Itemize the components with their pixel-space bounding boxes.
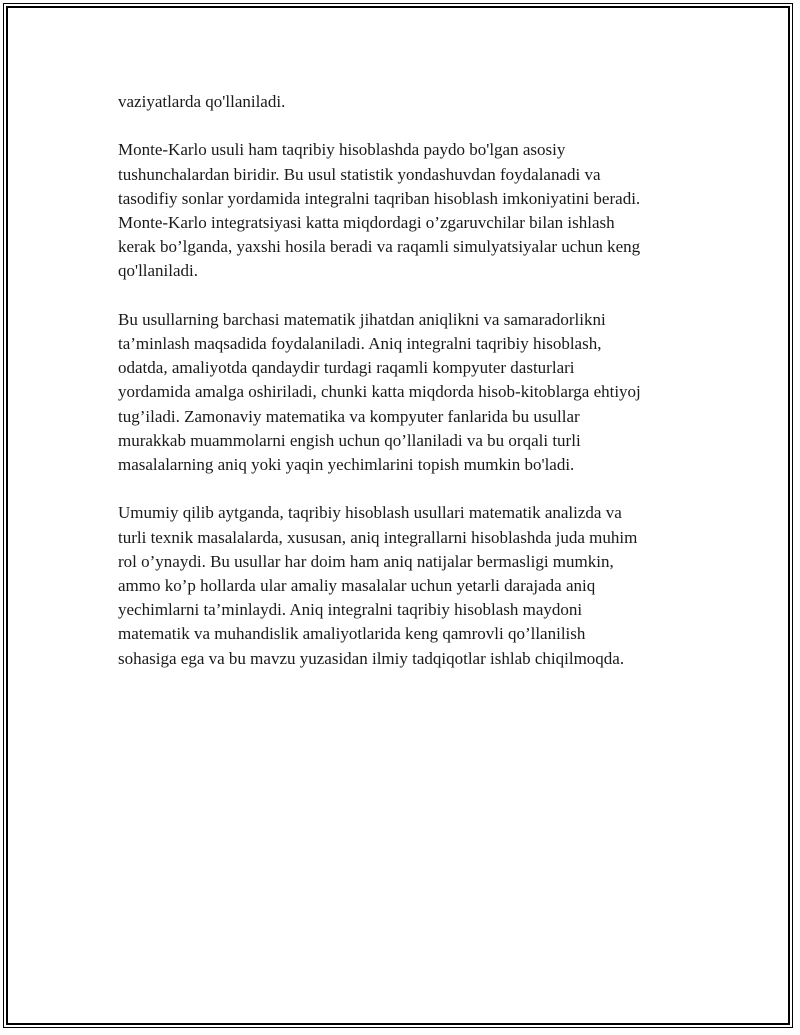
paragraph — [118, 308, 698, 477]
text-line: rol o’ynaydi. Bu usullar har doim ham aniq natijalar bermasligi mumkin, — [118, 551, 614, 571]
text-line: turli texnik masalalarda, xususan, aniq integrallarni hisoblashda juda muhim — [118, 527, 638, 547]
text-line: sohasiga ega va bu mavzu yuzasidan ilmiy tadqiqotlar ishlab chiqilmoqda. — [118, 648, 625, 668]
text-line: Monte-Karlo integratsiyasi katta miqdordagi o’zgaruvchilar bilan ishlash — [118, 213, 615, 232]
paragraph — [118, 138, 698, 283]
text-line: Monte-Karlo usuli ham taqribiy hisoblashda paydo bo'lgan asosiy — [118, 140, 566, 160]
text-line: qo'llaniladi. — [118, 261, 199, 281]
text-line: masalalarning aniq yoki yaqin yechimlarini topish mumkin bo'ladi. — [118, 455, 575, 475]
text-line: ta’minlash maqsadida foydalaniladi. Aniq integralni taqribiy hisoblash, — [118, 334, 602, 353]
text-line: odatda, amaliyotda qandaydir turdagi raqamli kompyuter dasturlari — [118, 358, 575, 378]
text-line: vaziyatlarda qo'llaniladi. — [118, 92, 286, 111]
paragraph — [118, 90, 698, 114]
text-line: tushunchalardan biridir. Bu usul statistik yondashuvdan foydalanadi va — [118, 164, 601, 184]
text-line: kerak bo’lganda, yaxshi hosila beradi va raqamli simulyatsiyalar uchun keng — [118, 237, 641, 257]
text-line: ammo ko’p hollarda ular amaliy masalalar uchun yetarli darajada aniq — [118, 576, 596, 596]
text-line: matematik va muhandislik amaliyotlarida keng qamrovli qo’llanilish — [118, 624, 586, 644]
text-line: Umumiy qilib aytganda, taqribiy hisoblash usullari matematik analizda va — [118, 503, 622, 523]
text-line: Bu usullarning barchasi matematik jihatdan aniqlikni va samaradorlikni — [118, 309, 606, 329]
text-line: yechimlarni ta’minlaydi. Aniq integralni taqribiy hisoblash maydoni — [118, 600, 583, 620]
text-line: murakkab muammolarni engish uchun qo’llaniladi va bu orqali turli — [118, 430, 581, 450]
text-line: tug’iladi. Zamonaviy matematika va kompyuter fanlarida bu usullar — [118, 406, 580, 426]
paragraph — [118, 501, 698, 670]
text-line: tasodifiy sonlar yordamida integralni taqriban hisoblash imkoniyatini beradi. — [118, 188, 641, 208]
document-body — [118, 90, 698, 695]
text-line: yordamida amalga oshiriladi, chunki katta miqdorda hisob-kitoblarga ehtiyoj — [118, 382, 641, 402]
